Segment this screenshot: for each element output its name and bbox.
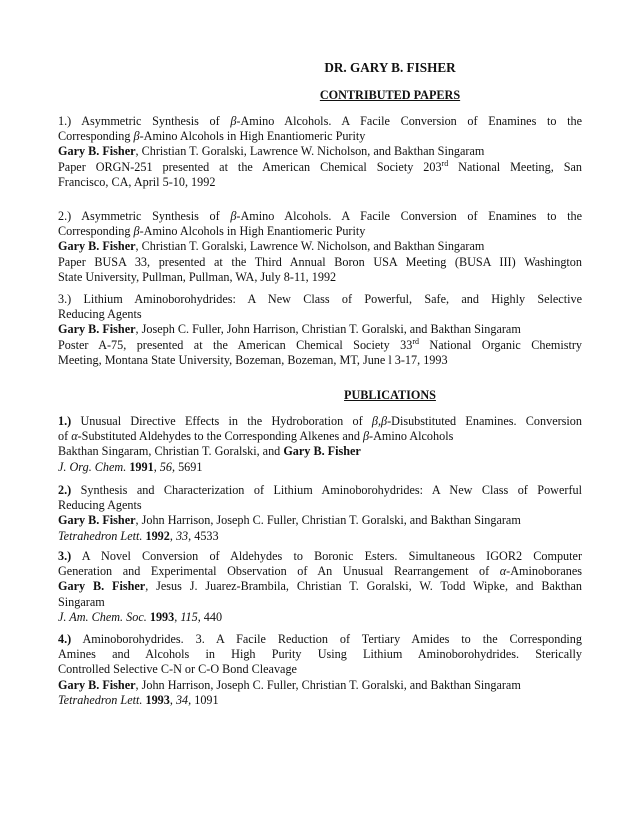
venue: National Organic Chemistry bbox=[419, 337, 583, 352]
pub-title: Unusual Directive Effects in the Hydroboration of bbox=[71, 414, 372, 428]
authors-line bbox=[58, 513, 582, 528]
item-number: 1.) bbox=[58, 114, 72, 128]
author-highlight: Gary B. Fisher bbox=[58, 579, 146, 594]
contributed-paper-3 bbox=[58, 292, 582, 368]
paper-title-line bbox=[58, 209, 582, 224]
author-highlight: Gary B. Fisher bbox=[58, 513, 136, 528]
pub-pages: , 4533 bbox=[188, 528, 219, 543]
greek-beta: β bbox=[230, 209, 237, 223]
venue-line bbox=[58, 160, 582, 175]
greek-beta: β bbox=[230, 114, 237, 128]
pub-volume: 115, bbox=[180, 609, 201, 624]
ordinal-suffix: rd bbox=[412, 336, 420, 346]
paper-title: -Amino Alcohols in High Enantiomeric Purity bbox=[139, 129, 366, 144]
pub-title-line bbox=[58, 564, 582, 579]
greek-alpha: α bbox=[71, 429, 78, 444]
pub-year: 1991 bbox=[129, 459, 154, 474]
venue: Paper ORGN-251 presented at the American Chemical Society 203 bbox=[58, 159, 442, 174]
citation-line: J. Am. Chem. Soc. 1993, 115, 440 bbox=[58, 609, 223, 624]
pub-title: -Amino Alcohols bbox=[369, 429, 454, 444]
pub-title-line bbox=[58, 414, 582, 429]
paper-title-line bbox=[58, 224, 582, 239]
paper-title: -Amino Alcohols. A Facile Conversion of Enamines to the bbox=[236, 209, 583, 223]
item-number: 3.) bbox=[58, 549, 72, 563]
authors: , Christian T. Goralski, Lawrence W. Nicholson, and Bakthan Singaram bbox=[135, 239, 485, 254]
author-highlight: Gary B. Fisher bbox=[58, 322, 136, 337]
authors-line: Singaram bbox=[58, 594, 105, 609]
citation-line: Tetrahedron Lett. 1992, 33, 4533 bbox=[58, 528, 219, 543]
pub-year: 1993 bbox=[149, 609, 175, 624]
publication-2 bbox=[58, 483, 582, 544]
publication-3 bbox=[58, 549, 582, 625]
pub-volume: 33 bbox=[175, 528, 189, 543]
paper-title: Asymmetric Synthesis of bbox=[81, 114, 231, 128]
author-highlight: Gary B. Fisher bbox=[58, 677, 136, 692]
authors: , Christian T. Goralski, Lawrence W. Nicholson, and Bakthan Singaram bbox=[135, 144, 485, 159]
citation-line: J. Org. Chem. 1991, 56, 5691 bbox=[58, 459, 203, 474]
publication-1 bbox=[58, 414, 582, 475]
paper-title: Asymmetric Synthesis of bbox=[81, 209, 231, 223]
pub-year: 1993 bbox=[145, 692, 170, 707]
journal-name: Tetrahedron Lett. bbox=[58, 692, 143, 707]
paper-title-line bbox=[58, 129, 582, 144]
publication-4 bbox=[58, 632, 582, 708]
greek-beta: β bbox=[362, 429, 370, 444]
venue-line: Francisco, CA, April 5-10, 1992 bbox=[58, 174, 216, 189]
authors-line bbox=[58, 579, 582, 594]
pub-volume: 56, bbox=[159, 459, 176, 474]
contributed-papers-heading: CONTRIBUTED PAPERS bbox=[319, 88, 461, 102]
pub-title-line: Amines and Alcohols in High Purity Using Lithium Aminoborohydrides. Sterically bbox=[58, 647, 582, 662]
venue-line: Paper BUSA 33, presented at the Third Annual Boron USA Meeting (BUSA III) Washington bbox=[58, 254, 582, 269]
pub-title: A Novel Conversion of Aldehydes to Boronic Esters. Simultaneous IGOR2 Computer bbox=[71, 549, 582, 563]
venue-line: State University, Pullman, Pullman, WA, July 8-11, 1992 bbox=[58, 269, 337, 284]
item-number: 1.) bbox=[58, 414, 72, 428]
pub-title: -Aminoboranes bbox=[506, 564, 582, 579]
item-number: 2.) bbox=[58, 483, 72, 497]
paper-title: -Amino Alcohols. A Facile Conversion of Enamines to the bbox=[236, 114, 583, 128]
venue-line bbox=[58, 338, 582, 353]
pub-volume: 34, bbox=[175, 692, 192, 707]
greek-beta-beta: β,β bbox=[371, 414, 388, 428]
greek-beta: β bbox=[133, 129, 140, 144]
pub-title-line bbox=[58, 429, 582, 444]
contributed-paper-1 bbox=[58, 114, 582, 190]
publications-heading: PUBLICATIONS bbox=[344, 388, 436, 402]
authors-line bbox=[58, 678, 582, 693]
paper-title: Corresponding bbox=[58, 129, 134, 144]
pub-pages: 440 bbox=[200, 609, 223, 624]
citation-line: Tetrahedron Lett. 1993, 34, 1091 bbox=[58, 692, 219, 707]
item-number: 2.) bbox=[58, 209, 72, 223]
ordinal-suffix: rd bbox=[441, 158, 449, 168]
authors-line bbox=[58, 444, 582, 459]
authors: , Jesus J. Juarez-Brambila, Christian T. Goralski, W. Todd Wipke, and Bakthan bbox=[145, 579, 582, 594]
pub-title-line: Controlled Selective C-N or C-O Bond Cleavage bbox=[58, 662, 297, 677]
venue: National Meeting, San bbox=[448, 159, 582, 174]
authors-line bbox=[58, 239, 582, 254]
item-number: 4.) bbox=[58, 632, 72, 646]
paper-title-line: Reducing Agents bbox=[58, 307, 142, 322]
pub-title-line: Reducing Agents bbox=[58, 498, 142, 513]
pub-pages: 1091 bbox=[191, 692, 219, 707]
author-highlight: Gary B. Fisher bbox=[58, 144, 136, 159]
pub-title: Generation and Experimental Observation of An Unusual Rearrangement of bbox=[58, 564, 500, 579]
pub-title: of bbox=[58, 429, 72, 444]
paper-title: -Amino Alcohols in High Enantiomeric Purity bbox=[139, 224, 366, 239]
authors-line bbox=[58, 144, 582, 159]
author-highlight: Gary B. Fisher bbox=[283, 444, 361, 459]
pub-year: 1992 bbox=[145, 528, 170, 543]
paper-title: Lithium Aminoborohydrides: A New Class of Powerful, Safe, and Highly Selective bbox=[83, 292, 582, 306]
authors: Bakthan Singaram, Christian T. Goralski, and bbox=[58, 444, 284, 459]
pub-title-line bbox=[58, 632, 582, 647]
journal-name: J. Am. Chem. Soc. bbox=[58, 609, 147, 624]
greek-beta: β bbox=[133, 224, 140, 239]
journal-name: J. Org. Chem. bbox=[58, 459, 127, 474]
pub-title-line bbox=[58, 483, 582, 498]
journal-name: Tetrahedron Lett. bbox=[58, 528, 143, 543]
page-title: DR. GARY B. FISHER bbox=[324, 60, 456, 75]
authors: , Joseph C. Fuller, John Harrison, Christian T. Goralski, and Bakthan Singaram bbox=[135, 322, 521, 337]
item-number: 3.) bbox=[58, 292, 72, 306]
pub-title: -Disubstituted Enamines. Conversion bbox=[387, 414, 582, 428]
authors: , John Harrison, Joseph C. Fuller, Christian T. Goralski, and Bakthan Singaram bbox=[135, 513, 521, 528]
pub-title-line bbox=[58, 549, 582, 564]
paper-title: Corresponding bbox=[58, 224, 134, 239]
pub-title: -Substituted Aldehydes to the Corresponding Alkenes and bbox=[77, 429, 363, 444]
contributed-paper-2 bbox=[58, 209, 582, 285]
pub-title: Aminoborohydrides. 3. A Facile Reduction of Tertiary Amides to the Corresponding bbox=[71, 632, 582, 646]
venue: Poster A-75, presented at the American Chemical Society 33 bbox=[58, 337, 413, 352]
author-highlight: Gary B. Fisher bbox=[58, 239, 136, 254]
paper-title-line bbox=[58, 114, 582, 129]
pub-title: Synthesis and Characterization of Lithium Aminoborohydrides: A New Class of Powerful bbox=[71, 483, 582, 497]
paper-title-line bbox=[58, 292, 582, 307]
pub-pages: 5691 bbox=[175, 459, 203, 474]
authors-line bbox=[58, 322, 582, 337]
venue-line: Meeting, Montana State University, Bozeman, Bozeman, MT, June l 3-17, 1993 bbox=[58, 352, 448, 367]
greek-alpha: α bbox=[499, 564, 507, 579]
authors: , John Harrison, Joseph C. Fuller, Christian T. Goralski, and Bakthan Singaram bbox=[135, 677, 521, 692]
